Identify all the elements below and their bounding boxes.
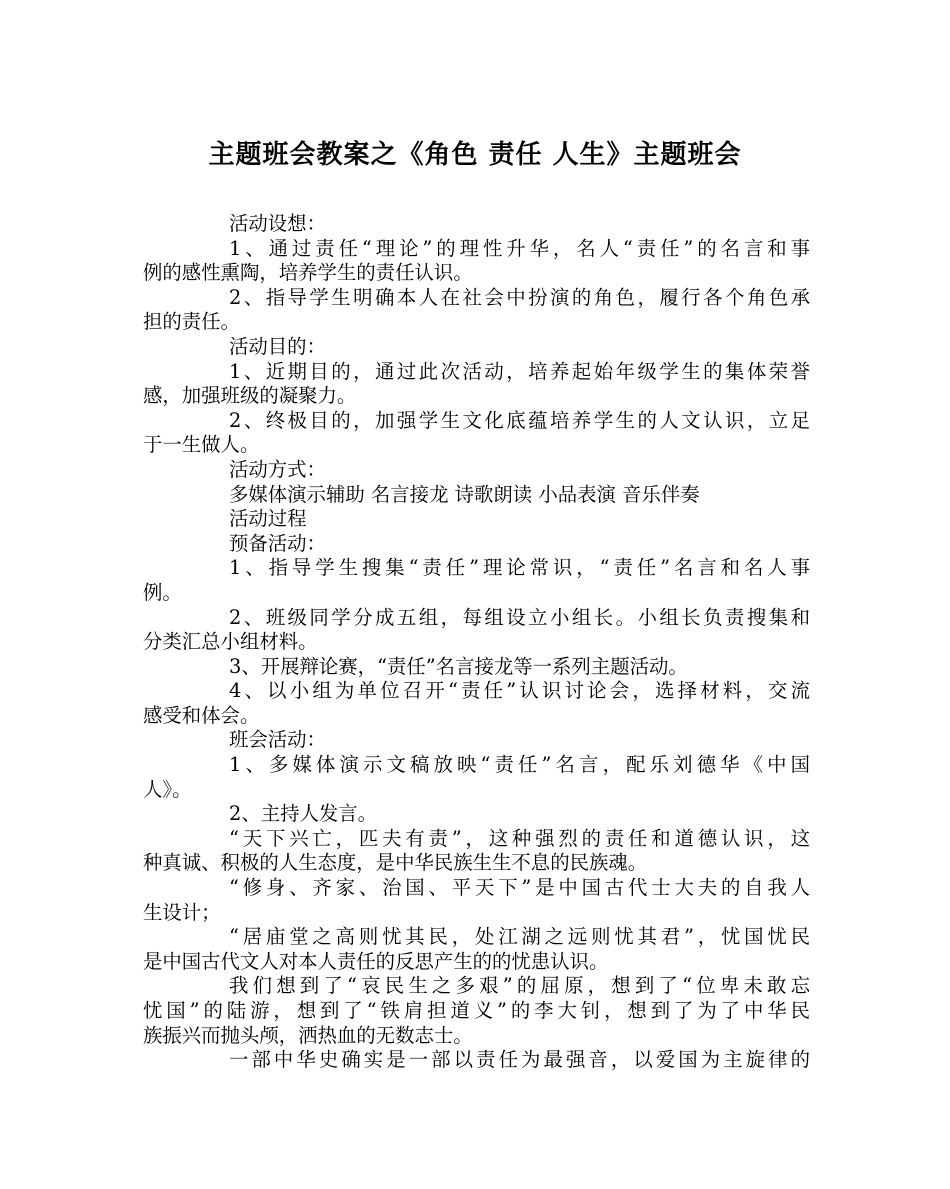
paragraph-line: 是中国古代文人对本人责任的反思产生的的忧患认识。	[143, 949, 609, 973]
paragraph-line: 1、通过责任“理论”的理性升华，名人“责任”的名言和事	[229, 236, 810, 260]
document-body	[143, 212, 810, 1073]
section-heading: 活动过程	[229, 507, 307, 531]
paragraph-line: 3、开展辩论赛，“责任”名言接龙等一系列主题活动。	[229, 654, 688, 678]
section-heading: 活动目的：	[229, 334, 326, 358]
paragraph-line: 多媒体演示辅助 名言接龙 诗歌朗读 小品表演 音乐伴奏	[229, 482, 700, 506]
paragraph-line: 人》。	[143, 777, 192, 801]
paragraph-line: 族振兴而抛头颅，洒热血的无数志士。	[143, 1023, 473, 1047]
paragraph-line: “修身、齐家、治国、平天下”是中国古代士大夫的自我人	[229, 876, 810, 900]
document-title: 主题班会教案之《角色 责任 人生》主题班会	[208, 140, 742, 170]
paragraph-line: 4、以小组为单位召开“责任”认识讨论会，选择材料，交流	[229, 679, 810, 703]
paragraph-line: 于一生做人。	[143, 433, 260, 457]
section-heading: 班会活动：	[229, 728, 326, 752]
paragraph-line: 2、指导学生明确本人在社会中扮演的角色，履行各个角色承	[229, 285, 810, 309]
paragraph-line: 感，加强班级的凝聚力。	[143, 384, 357, 408]
paragraph-line: 我们想到了“哀民生之多艰”的屈原，想到了“位卑未敢忘	[229, 974, 810, 998]
paragraph-line: 1、指导学生搜集“责任”理论常识，“责任”名言和名人事	[229, 556, 810, 580]
paragraph-line: 2、班级同学分成五组，每组设立小组长。小组长负责搜集和	[229, 605, 810, 629]
paragraph-line: 一部中华史确实是一部以责任为最强音，以爱国为主旋律的	[229, 1048, 810, 1072]
paragraph-line: 感受和体会。	[143, 703, 260, 727]
paragraph-line: 分类汇总小组材料。	[143, 630, 318, 654]
paragraph-line: 2、终极目的，加强学生文化底蕴培养学生的人文认识，立足	[229, 408, 810, 432]
paragraph-line: 担的责任。	[143, 310, 240, 334]
section-heading: 活动设想：	[229, 212, 326, 235]
paragraph-line: 2、主持人发言。	[229, 802, 378, 826]
section-heading: 预备活动：	[229, 531, 326, 555]
paragraph-line: 种真诚、积极的人生态度，是中华民族生生不息的民族魂。	[143, 851, 648, 875]
paragraph-line: 例。	[143, 580, 182, 604]
paragraph-line: 1、近期目的，通过此次活动，培养起始年级学生的集体荣誉	[229, 359, 810, 383]
paragraph-line: “居庙堂之高则忧其民，处江湖之远则忧其君”，忧国忧民	[229, 925, 810, 949]
paragraph-line: 生设计；	[143, 900, 221, 924]
paragraph-line: 1、多媒体演示文稿放映“责任”名言，配乐刘德华《中国	[229, 753, 810, 777]
paragraph-line: “天下兴亡，匹夫有责”，这种强烈的责任和道德认识，这	[229, 826, 810, 850]
paragraph-line: 忧国”的陆游，想到了“铁肩担道义”的李大钊，想到了为了中华民	[143, 999, 810, 1022]
paragraph-line: 例的感性熏陶，培养学生的责任认识。	[143, 261, 473, 285]
section-heading: 活动方式：	[229, 457, 326, 481]
